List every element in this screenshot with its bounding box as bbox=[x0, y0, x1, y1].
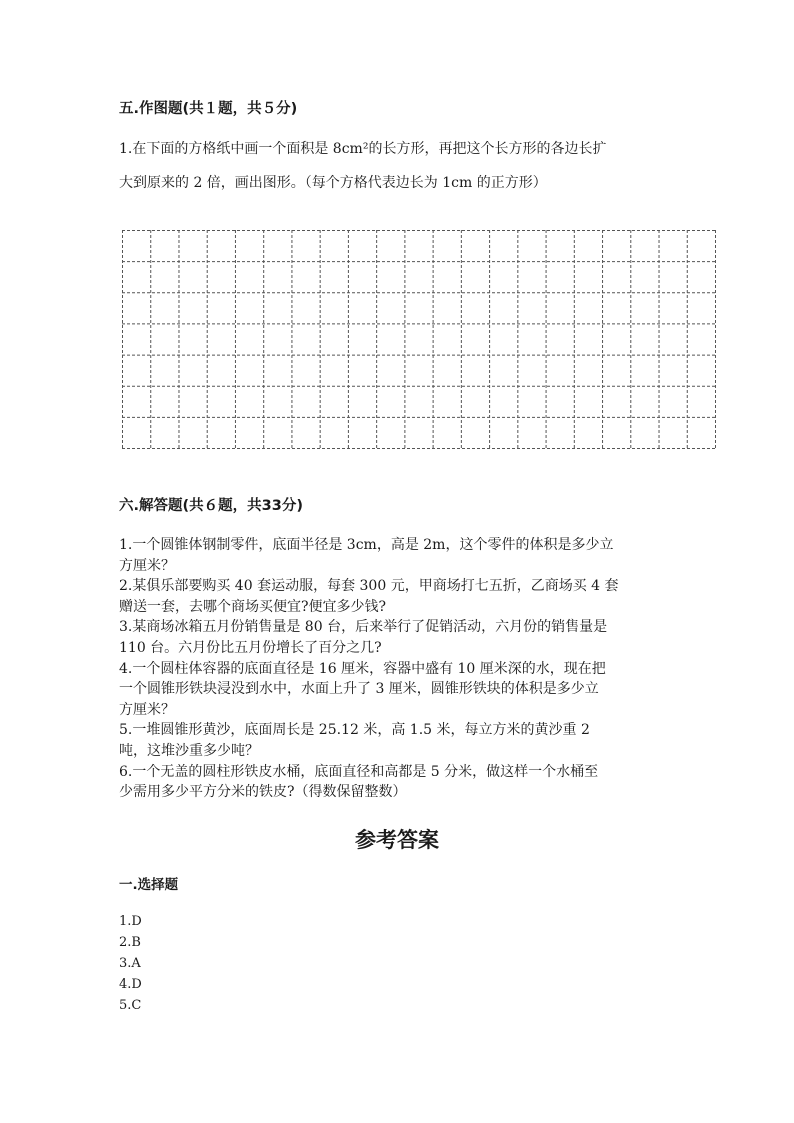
answer-item: 3.A bbox=[119, 956, 141, 971]
answers-section-1-heading: 一.选择题 bbox=[119, 877, 179, 893]
question-line: 吨，这堆沙重多少吨？ bbox=[119, 742, 259, 759]
question-line: 2.某俱乐部要购买 40 套运动服，每套 300 元，甲商场打七五折，乙商场买 4 套 bbox=[119, 578, 619, 595]
section-6-questions bbox=[119, 535, 619, 803]
section-5-heading: 五.作图题(共１题，共５分) bbox=[119, 101, 298, 117]
question-line: 110 台。六月份比五月份增长了百分之几? bbox=[119, 639, 382, 656]
answer-item: 1.D bbox=[119, 914, 142, 929]
section-6-heading: 六.解答题(共６题，共33分) bbox=[119, 498, 303, 514]
question-line: 6.一个无盖的圆柱形铁皮水桶，底面直径和高都是 5 分米，做这样一个水桶至 bbox=[119, 763, 599, 780]
answer-list bbox=[119, 911, 142, 1016]
question-line: 一个圆锥形铁块浸没到水中，水面上升了 3 厘米，圆锥形铁块的体积是多少立 bbox=[119, 681, 599, 698]
drawing-grid[interactable] bbox=[122, 230, 716, 449]
question-line: 方厘米？ bbox=[119, 557, 175, 574]
question-line: 赠送一套，去哪个商场买便宜?便宜多少钱? bbox=[119, 598, 387, 615]
question-line: 1.一个圆锥体钢制零件，底面半径是 3cm，高是 2m，这个零件的体积是多少立 bbox=[119, 537, 614, 553]
question-line: 4.一个圆柱体容器的底面直径是 16 厘米，容器中盛有 10 厘米深的水，现在把 bbox=[119, 660, 606, 677]
answers-title: 参考答案 bbox=[355, 828, 439, 852]
question-line: 5.一堆圆锥形黄沙，底面周长是 25.12 米，高 1.5 米，每立方米的黄沙重 2 bbox=[119, 722, 590, 739]
question-line: 少需用多少平方分米的铁皮?（得数保留整数） bbox=[119, 784, 407, 801]
answer-item: 2.B bbox=[119, 935, 141, 950]
answer-item: 4.D bbox=[119, 977, 142, 992]
section-5-question-1-line-1: 1.在下面的方格纸中画一个面积是 8cm²的长方形，再把这个长方形的各边长扩 bbox=[119, 141, 607, 157]
section-5-question-1-line-2: 大到原来的 2 倍，画出图形。（每个方格代表边长为 1cm 的正方形） bbox=[119, 175, 547, 191]
question-line: 方厘米？ bbox=[119, 701, 175, 718]
question-line: 3.某商场冰箱五月份销售量是 80 台，后来举行了促销活动，六月份的销售量是 bbox=[119, 619, 608, 636]
answer-item: 5.C bbox=[119, 998, 142, 1013]
grid-paper bbox=[122, 230, 716, 449]
